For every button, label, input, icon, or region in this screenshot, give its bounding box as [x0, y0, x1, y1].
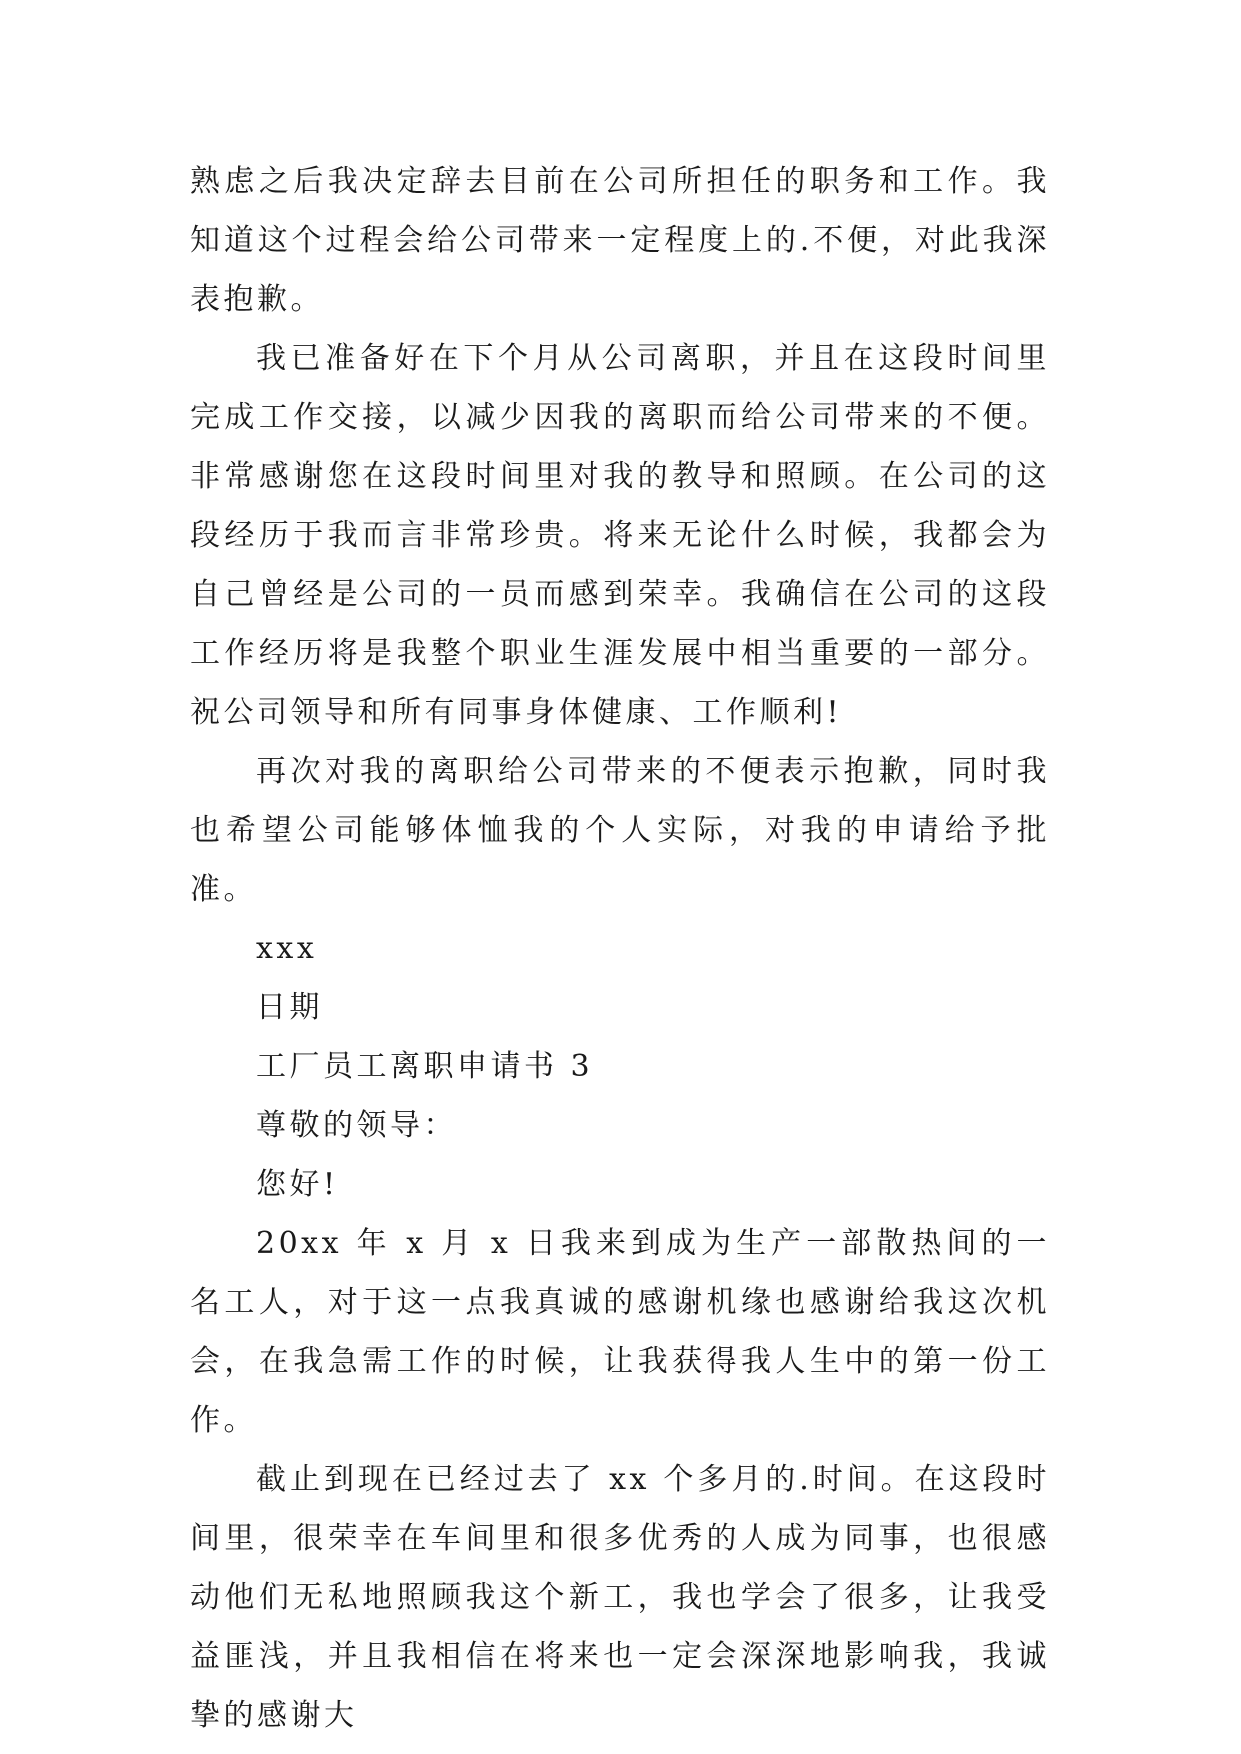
signature-date: 日期: [256, 990, 323, 1025]
greeting: 您好!: [256, 1167, 339, 1202]
body-paragraph: 熟虑之后我决定辞去目前在公司所担任的职务和工作。我知道这个过程会给公司带来一定程度上的.不便，对此我深表抱歉。: [190, 164, 1050, 317]
body-paragraph: 20xx 年 x 月 x 日我来到成为生产一部散热间的一名工人，对于这一点我真诚的感谢机缘也感谢给我这次机会，在我急需工作的时候，让我获得我人生中的第一份工作。: [190, 1226, 1050, 1438]
body-paragraph: 再次对我的离职给公司带来的不便表示抱歉，同时我也希望公司能够体恤我的个人实际，对我的申请给予批准。: [190, 754, 1050, 907]
salutation: 尊敬的领导：: [256, 1108, 457, 1143]
body-paragraph: 截止到现在已经过去了 xx 个多月的.时间。在这段时间里，很荣幸在车间里和很多优秀的人成为同事，也很感动他们无私地照顾我这个新工，我也学会了很多，让我受益匪浅，并且我相信在将来也一定会深深地影响我，我诚挚的感谢大: [190, 1462, 1050, 1733]
signature-name: xxx: [256, 931, 318, 966]
section-title: 工厂员工离职申请书 3: [256, 1049, 594, 1084]
body-paragraph: 我已准备好在下个月从公司离职，并且在这段时间里完成工作交接，以减少因我的离职而给公司带来的不便。非常感谢您在这段时间里对我的教导和照顾。在公司的这段经历于我而言非常珍贵。将来无论什么时候，我都会为自己曾经是公司的一员而感到荣幸。我确信在公司的这段工作经历将是我整个职业生涯发展中相当重要的一部分。祝公司领导和所有同事身体健康、工作顺利!: [190, 341, 1050, 730]
document-body: [190, 152, 1050, 1745]
